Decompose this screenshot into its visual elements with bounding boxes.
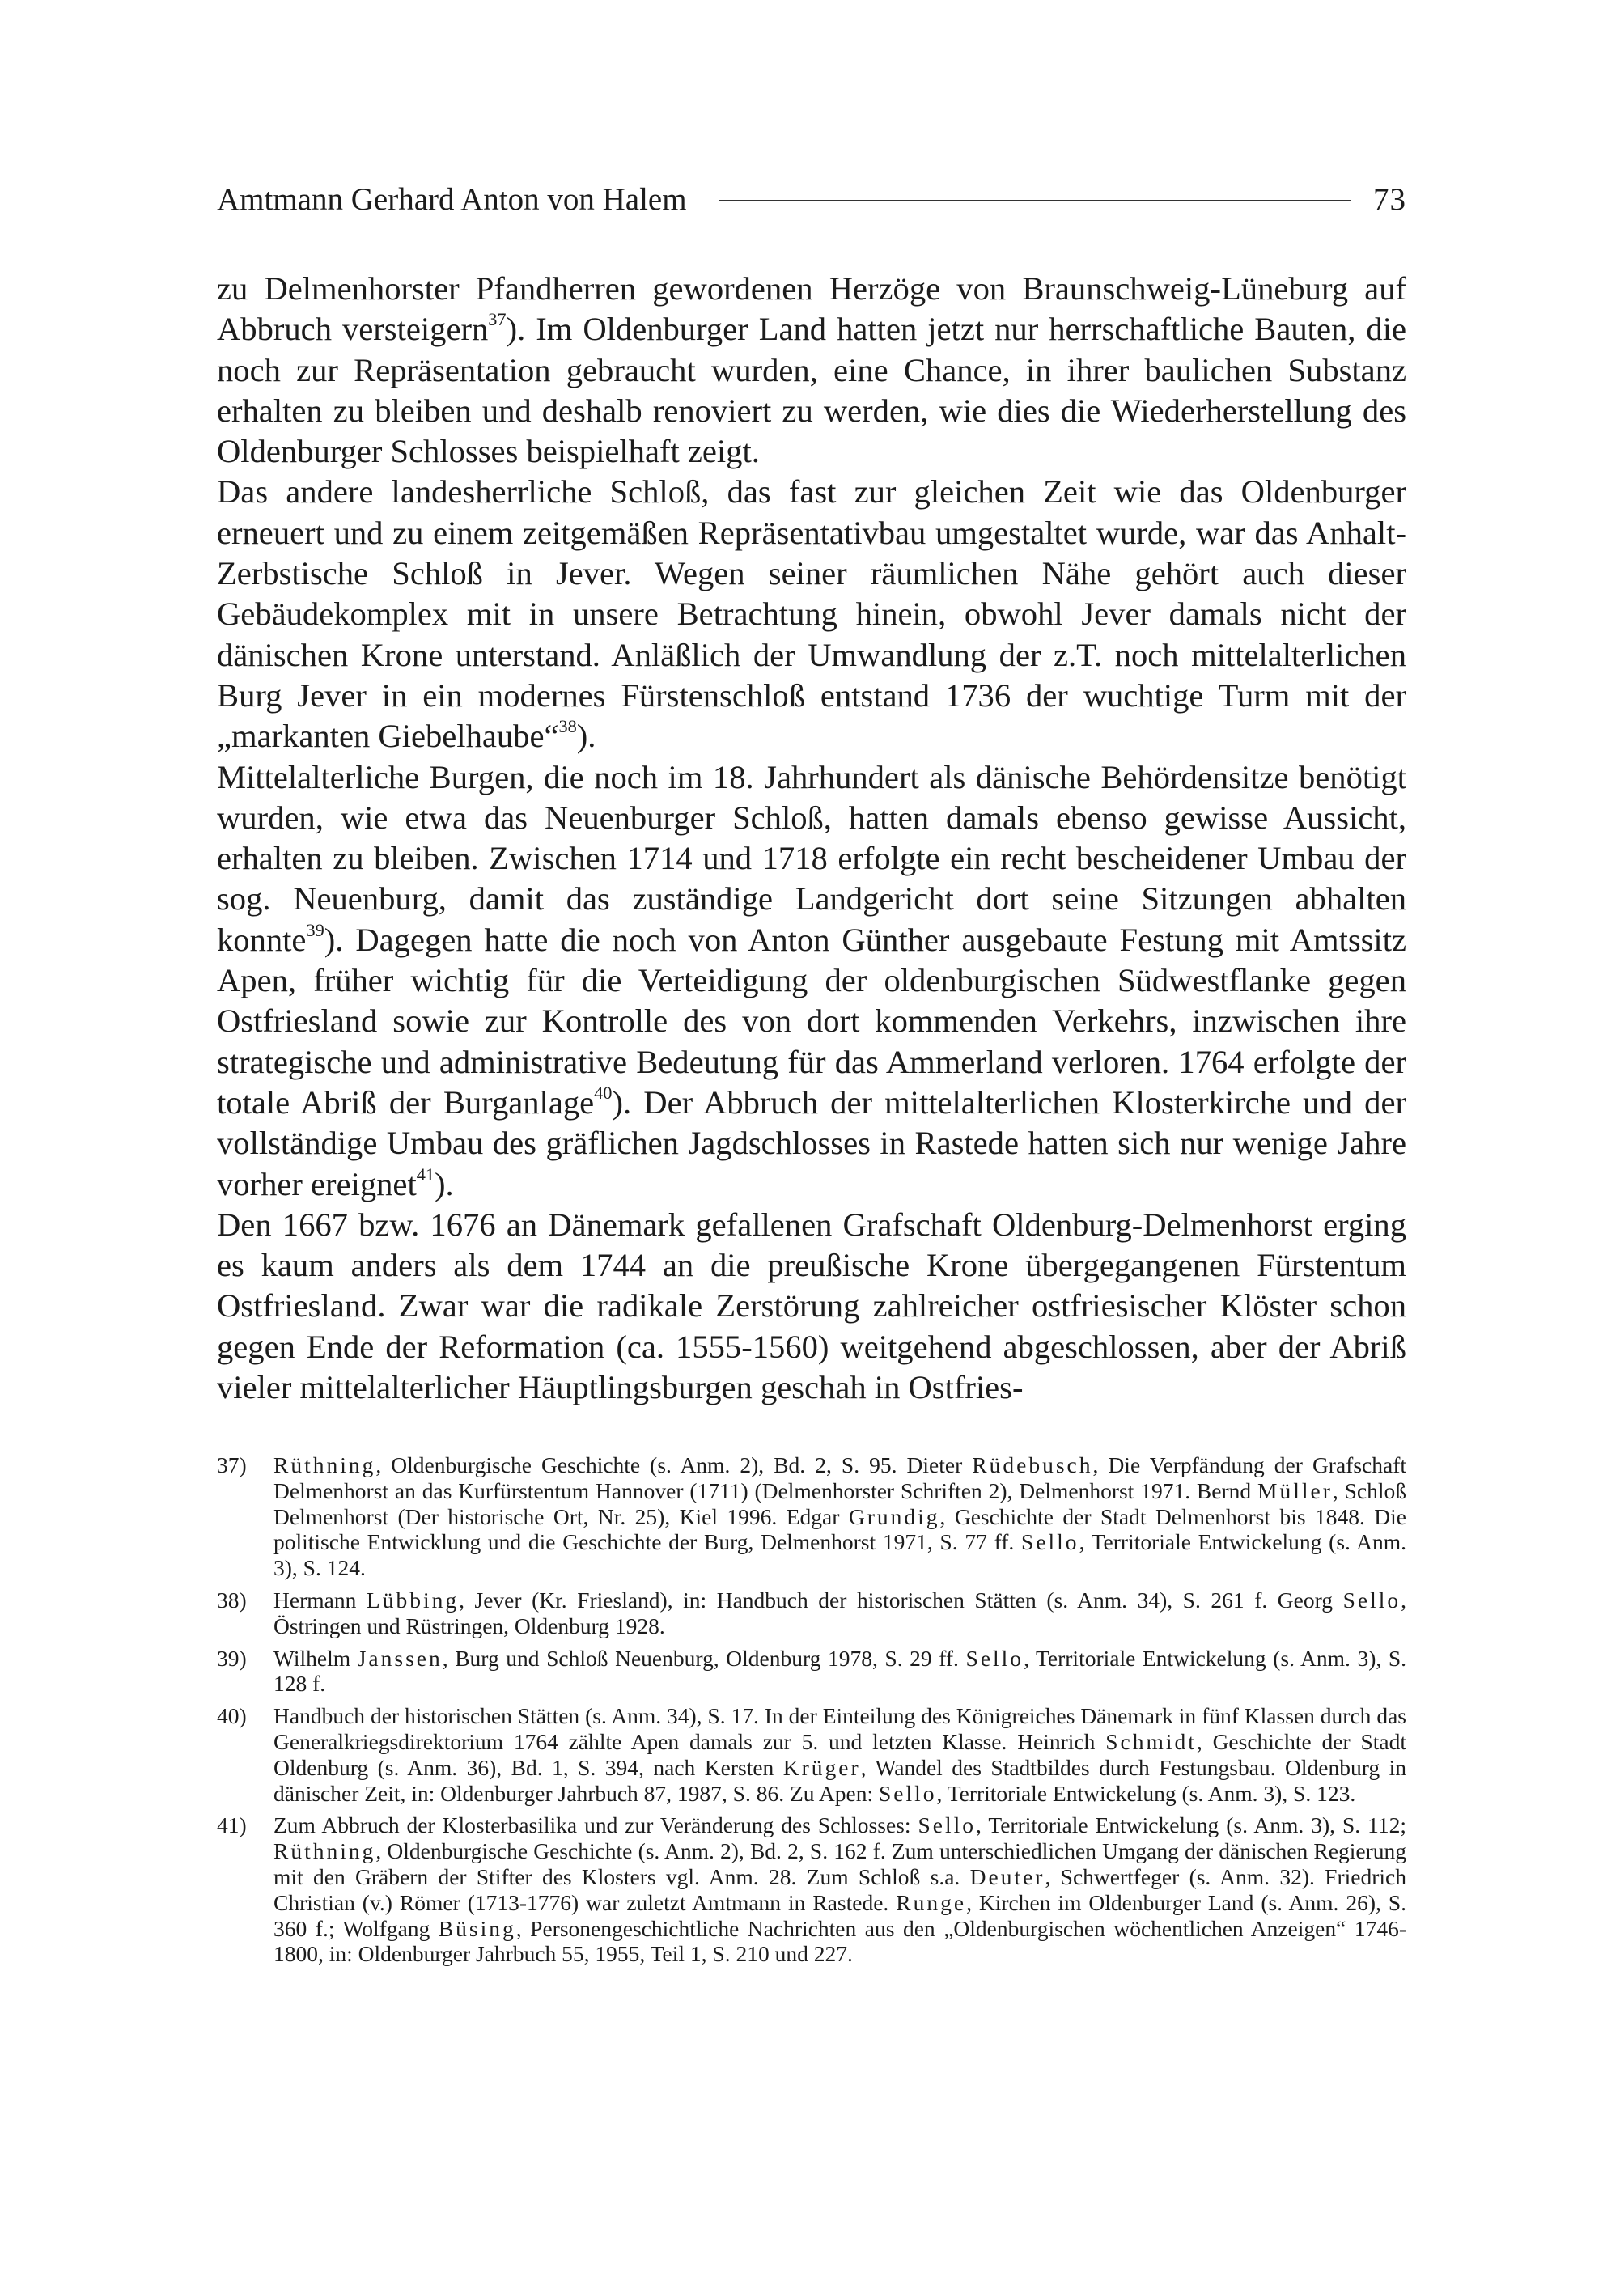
footnote-text-segment: , Schwertfeger (s. Anm. 32). Friedrich Christian (v.) Römer (1713-1776) war zuletzt Amtmann in Rastede. bbox=[273, 1863, 1406, 1915]
footnote-text-segment: Handbuch der historischen Stätten (s. Anm. 34), S. 17. In der Einteilung des Königreiches Dänemark in fünf Klassen durch das Generalkriegsdirektorium 1764 zählte Apen damals zur 5. und letzten Klasse. Heinrich bbox=[273, 1703, 1406, 1754]
author-name: Rüthning bbox=[273, 1838, 376, 1864]
footnote bbox=[217, 1703, 1406, 1806]
paragraph-2-text-a: Das andere landesherrliche Schloß, das fast zur gleichen Zeit wie das Oldenburger erneuert und zu einem zeitgemäßen Repräsentativbau umgestaltet wurde, war das Anhalt-Zerbstische Schloß in Jever. Wegen seiner räumlichen Nähe gehört auch dieser Gebäudekomplex mit in unsere Betrachtung hinein, obwohl Jever damals nicht der dänischen Krone unterstand. Anläßlich der Umwandlung der z.T. noch mittelalterlichen Burg Jever in ein modernes Fürstenschloß entstand 1736 der wuchtige Turm mit der „markanten Giebelhaube“ bbox=[217, 473, 1406, 755]
footnote-text-segment: , Die Verpfändung der Grafschaft Delmenhorst an das Kurfürstentum Hannover (1711) (Delmenhorster Schriften 2), Delmenhorst 1971. Bernd bbox=[273, 1452, 1406, 1503]
author-name: Rüthning bbox=[273, 1452, 376, 1477]
paragraph-2-text-b: ). bbox=[576, 718, 596, 755]
footnote bbox=[217, 1812, 1406, 1967]
main-text bbox=[217, 269, 1406, 1408]
footnote-ref-38: 38 bbox=[558, 716, 577, 737]
author-name: Sello bbox=[1342, 1587, 1401, 1613]
paragraph-3-text-d: ). bbox=[435, 1165, 454, 1202]
paragraph-3-text-b: ). Dagegen hatte die noch von Anton Günther ausgebaute Festung mit Amtssitz Apen, früher wichtig für die Verteidigung der oldenburgischen Südwestflanke gegen Ostfriesland sowie zur Kontrolle des von dort kommenden Verkehrs, inzwischen ihre strategische und administrative Bedeutung für das Ammerland verloren. 1764 erfolgte der totale Abriß der Burganlage bbox=[217, 921, 1406, 1121]
footnote-text-segment: Wilhelm bbox=[273, 1645, 358, 1671]
running-title: Amtmann Gerhard Anton von Halem bbox=[217, 181, 687, 217]
footnote-text-segment: , Wandel des Stadtbildes durch Festungsbau. Oldenburg in dänischer Zeit, in: Oldenburger Jahrbuch 87, 1987, S. 86. Zu Apen: bbox=[273, 1754, 1407, 1806]
footnote-text-segment: , Burg und Schloß Neuenburg, Oldenburg 1978, S. 29 ff. bbox=[442, 1645, 966, 1671]
footnote-text-segment: , Östringen und Rüstringen, Oldenburg 1928. bbox=[273, 1587, 1406, 1638]
author-name: Rüdebusch bbox=[972, 1452, 1093, 1477]
author-name: Sello bbox=[1021, 1529, 1079, 1555]
paragraph-1-text-b: ). Im Oldenburger Land hatten jetzt nur herrschaftliche Bauten, die noch zur Repräsentation gebraucht wurden, eine Chance, in ihrer baulichen Substanz erhalten zu bleiben und deshalb renoviert zu werden, wie dies die Wiederherstellung des Oldenburger Schlosses beispielhaft zeigt. bbox=[217, 311, 1406, 470]
footnote-text-segment: , Geschichte der Stadt Oldenburg (s. Anm. 36), Bd. 1, S. 394, nach Kersten bbox=[273, 1728, 1406, 1780]
footnote-text bbox=[273, 1646, 1406, 1697]
footnote-text-segment: , Oldenburgische Geschichte (s. Anm. 2), Bd. 2, S. 162 f. Zum unterschiedlichen Umgang der dänischen Regierung mit den Gräbern der Stifter des Klosters vgl. Anm. 28. Zum Schloß s.a. bbox=[273, 1838, 1406, 1889]
header-rule bbox=[719, 200, 1351, 201]
footnote-text-segment: Hermann bbox=[273, 1587, 367, 1613]
footnote-text-segment: , Jever (Kr. Friesland), in: Handbuch der historischen Stätten (s. Anm. 34), S. 261 f. Georg bbox=[459, 1587, 1343, 1613]
author-name: Lübbing bbox=[366, 1587, 460, 1613]
paragraph-1 bbox=[217, 269, 1406, 472]
paragraph-2 bbox=[217, 472, 1406, 757]
footnote-number: 40) bbox=[217, 1703, 247, 1729]
footnote-text bbox=[273, 1587, 1406, 1639]
page-number: 73 bbox=[1373, 181, 1406, 217]
footnote-text-segment: , Oldenburgische Geschichte (s. Anm. 2), Bd. 2, S. 95. Dieter bbox=[375, 1452, 973, 1477]
author-name: Sello bbox=[878, 1780, 937, 1806]
footnote-ref-39: 39 bbox=[306, 919, 324, 940]
footnote bbox=[217, 1452, 1406, 1581]
footnote-number: 39) bbox=[217, 1645, 247, 1671]
author-name: Grundig bbox=[848, 1503, 940, 1529]
paragraph-3-text-a: Mittelalterliche Burgen, die noch im 18. Jahrhundert als dänische Behördensitze benötigt wurden, wie etwa das Neuenburger Schloß, hatten damals ebenso gewisse Aussicht, erhalten zu bleiben. Zwischen 1714 und 1718 erfolgte ein recht bescheidener Umbau der sog. Neuenburg, damit das zuständige Landgericht dort seine Sitzungen abhalten konnte bbox=[217, 758, 1406, 958]
author-name: Müller bbox=[1257, 1477, 1333, 1503]
author-name: Büsing bbox=[438, 1915, 516, 1941]
author-name: Sello bbox=[918, 1812, 976, 1838]
paragraph-3-text-c: ). Der Abbruch der mittelalterlichen Klosterkirche und der vollständige Umbau des gräflichen Jagdschlosses in Rastede hatten sich nur wenige Jahre vorher ereignet bbox=[217, 1083, 1406, 1202]
footnote-text-segment: , Territoriale Entwickelung (s. Anm. 3), S. 128 f. bbox=[273, 1645, 1407, 1697]
footnote-number: 37) bbox=[217, 1452, 247, 1477]
footnote bbox=[217, 1587, 1406, 1639]
footnote-text bbox=[273, 1452, 1406, 1581]
footnote-number: 38) bbox=[217, 1587, 247, 1613]
footnote-text-segment: Zum Abbruch der Klosterbasilika und zur Veränderung des Schlosses: bbox=[273, 1812, 918, 1838]
footnote-text-segment: , Territoriale Entwickelung (s. Anm. 3), S. 124. bbox=[273, 1529, 1406, 1581]
footnote-ref-40: 40 bbox=[594, 1083, 613, 1104]
paragraph-1-text-a: zu Delmenhorster Pfandherren gewordenen Herzöge von Braunschweig-Lüneburg auf Abbruch versteigern bbox=[217, 270, 1406, 348]
author-name: Krüger bbox=[782, 1754, 861, 1780]
author-name: Deuter bbox=[969, 1863, 1045, 1889]
footnote-ref-41: 41 bbox=[416, 1163, 435, 1185]
footnote-text-segment: , Personengeschichtliche Nachrichten aus den „Oldenburgischen wöchentlichen Anzeigen“ 1746-1800, in: Oldenburger Jahrbuch 55, 1955, Teil 1, S. 210 und 227. bbox=[273, 1915, 1406, 1967]
author-name: Sello bbox=[965, 1645, 1024, 1671]
running-head bbox=[217, 176, 1406, 222]
footnote-text-segment: , Territoriale Entwickelung (s. Anm. 3), S. 123. bbox=[936, 1780, 1356, 1806]
footnote-text bbox=[273, 1703, 1406, 1806]
footnote-number: 41) bbox=[217, 1812, 247, 1838]
paragraph-4: Den 1667 bzw. 1676 an Dänemark gefallenen Grafschaft Oldenburg-Delmenhorst erging es kaum anders als dem 1744 an die preußische Krone übergegangenen Fürstentum Ostfriesland. Zwar war die radikale Zerstörung zahlreicher ostfriesischer Klöster schon gegen Ende der Reformation (ca. 1555-1560) weitgehend abgeschlossen, aber der Abriß vieler mittelalterlicher Häuptlingsburgen geschah in Ostfries- bbox=[217, 1206, 1406, 1406]
footnote-text-segment: , Geschichte der Stadt Delmenhorst bis 1848. Die politische Entwicklung und die Geschichte der Burg, Delmenhorst 1971, S. 77 ff. bbox=[273, 1503, 1406, 1555]
paragraph-3 bbox=[217, 757, 1406, 1205]
footnotes bbox=[217, 1452, 1406, 1973]
footnote bbox=[217, 1646, 1406, 1697]
author-name: Janssen bbox=[357, 1645, 443, 1671]
footnote-text-segment: , Territoriale Entwickelung (s. Anm. 3), S. 112; bbox=[976, 1812, 1406, 1838]
footnote-text bbox=[273, 1812, 1406, 1967]
author-name: Runge bbox=[896, 1889, 967, 1915]
footnote-text-segment: , Kirchen im Oldenburger Land (s. Anm. 26), S. 360 f.; Wolfgang bbox=[273, 1889, 1406, 1941]
footnote-ref-37: 37 bbox=[488, 309, 507, 330]
author-name: Schmidt bbox=[1105, 1728, 1197, 1754]
footnote-text-segment: , Schloß Delmenhorst (Der historische Ort, Nr. 25), Kiel 1996. Edgar bbox=[273, 1477, 1407, 1529]
